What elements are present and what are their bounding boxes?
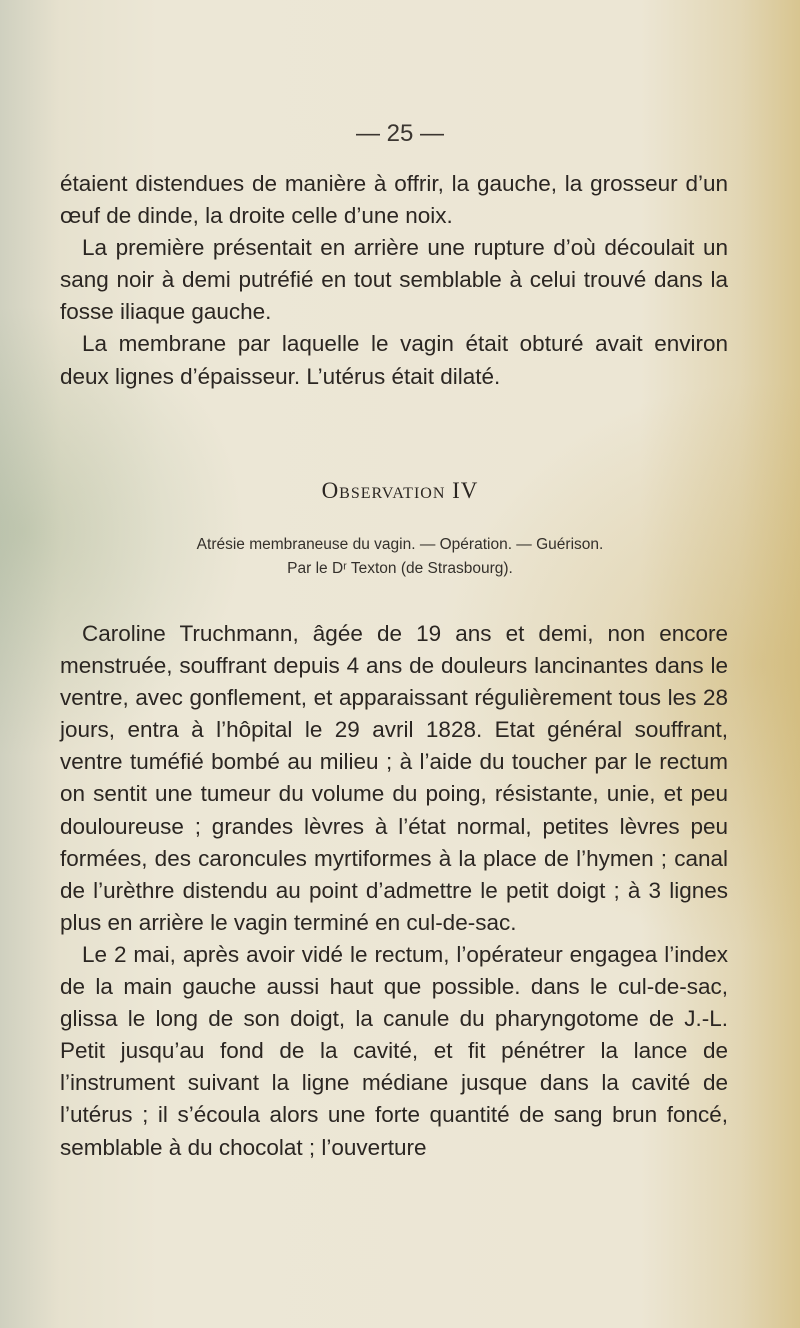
observation-subtitle: Atrésie membraneuse du vagin. — Opération. — Guérison. [196, 536, 604, 553]
observation-heading: Observation IV [321, 478, 479, 503]
paragraph: Le 2 mai, après avoir vidé le rectum, l’opérateur engagea l’index de la main gauche aussi haut que possible. dans le cul-de-sac, glissa le long de son doigt, la canule du pharyngotome de J.-L. Petit jusqu’au fond de la cavité, et fit pénétrer la lance de l’instrument suivant la ligne médiane jusque dans la cavité de l’utérus ; il s’écoula alors une forte quantité de sang brun foncé, semblable à du chocolat ; l’ouverture [60, 941, 728, 1160]
observation-author: Par le Dʳ Texton (de Strasbourg). [287, 560, 513, 577]
top-text-block [60, 168, 728, 393]
paragraph: étaient distendues de manière à offrir, la gauche, la grosseur d’un œuf de dinde, la droite celle d’une noix. [60, 171, 728, 229]
paragraph: La première présentait en arrière une rupture d’où découlait un sang noir à demi putréfié en tout semblable à celui trouvé dans la fosse iliaque gauche. [60, 235, 728, 325]
bottom-text-block [60, 618, 728, 1164]
paragraph: Caroline Truchmann, âgée de 19 ans et demi, non encore menstruée, souffrant depuis 4 ans de douleurs lancinantes dans le ventre, avec gonflement, et apparaissant régulièrement tous les 28 jours, entra à l’hôpital le 29 avril 1828. Etat général souffrant, ventre tuméfié bombé au milieu ; à l’aide du toucher par le rectum on sentit une tumeur du volume du poing, résistante, unie, et peu douloureuse ; grandes lèvres à l’état normal, petites lèvres peu formées, des caroncules myrtiformes à la place de l’hymen ; canal de l’urèthre distendu au point d’admettre le petit doigt ; à 3 lignes plus en arrière le vagin terminé en cul-de-sac. [60, 621, 728, 935]
page-number: — 25 — [355, 120, 445, 147]
paragraph: La membrane par laquelle le vagin était obturé avait environ deux lignes d’épaisseur. L’utérus était dilaté. [60, 331, 728, 389]
